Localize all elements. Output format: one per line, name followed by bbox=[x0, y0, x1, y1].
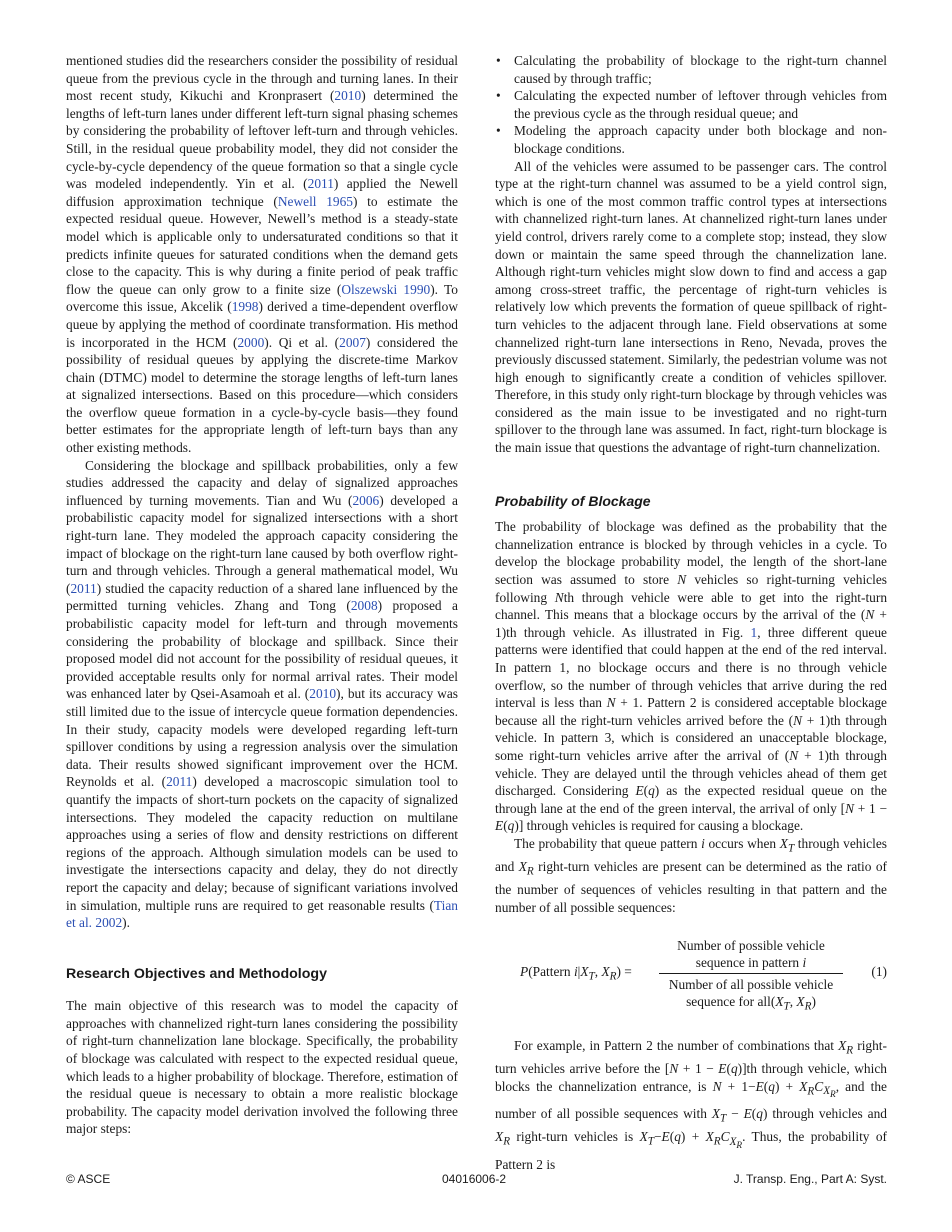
paragraph-assumptions: All of the vehicles were assumed to be passenger cars. The control type at the right-turn channel was assumed to be a yield control sign, which is one of the most common traffic control types at intersections with channelized right-turn lanes. At channelized right-turn lanes under yield control, drivers rarely come to a complete stop; instead, they slow down or maintain the same speed through the channelization lane. Although right-turn vehicles might slow down to find and access a gap among cross-street traffic, the percentage of right-turn vehicles is relatively low which prevents the formation of queue spillback of right-turn vehicles to the adjacent through lane. Field observations at some channelized right-turn lane intersections in Reno, Nevada, proves the previously discussed statement. Similarly, the pedestrian volume was not high enough to significantly create a condition of vehicles spillover. Therefore, in this study only right-turn blockage by through vehicles was considered as the main issue to be investigated and no right-turn spillover to the through lane was assumed. In fact, right-turn blockage is the main issue that questions the advantage of right-turn channelization. bbox=[495, 158, 887, 456]
citation-link-tian-2002[interactable]: Tian et al. 2002 bbox=[66, 897, 458, 931]
right-column bbox=[495, 52, 887, 1173]
bullet-item-2: • Calculating the expected number of leftover through vehicles from the previous cycle as the through residual queue; and bbox=[496, 88, 887, 121]
paragraph-blockage-definition: The probability of blockage was defined as the probability that the channelization entrance is blocked by through vehicles in a cycle. To develop the blockage probability model, the length of the short-lane section was assumed to store N vehicles so right-turning vehicles following Nth through vehicle were able to get into the right-turn channel. This means that a blockage occurs by the arrival of the (N + 1)th through vehicle. As illustrated in Fig. 1, three different queue patterns were identified that could happen at the end of the red interval. In pattern 1, no blockage occurs and there is no through vehicle overflow, so the number of through vehicles that arrive during the red interval is less than N + 1. Pattern 2 is considered acceptable blockage because all the right-turn vehicles arrived before the (N + 1)th through vehicle. In pattern 3, which is considered an unacceptable blockage, some right-turn vehicles arrive after the arrival of (N + 1)th through vehicle. They are delayed until the through vehicles ahead of them get discharged. Considering E(q) as the expected residual queue on the through lane at the end of the green interval, the arrival of only [N + 1 − E(q)] through vehicles is required for causing a blockage. bbox=[495, 519, 888, 834]
fraction-denominator-line1: Number of all possible vehicle bbox=[668, 976, 834, 992]
citation-link-yin-2011[interactable]: 2011 bbox=[307, 176, 334, 192]
citation-link-tian-wu-2006[interactable]: 2006 bbox=[352, 492, 380, 508]
bullet-item-1: • Calculating the probability of blockage to the right-turn channel caused by through traffic; bbox=[496, 53, 887, 86]
section-heading-objectives: Research Objectives and Methodology bbox=[66, 965, 327, 982]
citation-link-qi-2007[interactable]: 2007 bbox=[339, 334, 366, 350]
citation-link-newell-1965[interactable]: Newell 1965 bbox=[277, 193, 354, 209]
footer-copyright: © ASCE bbox=[66, 1172, 111, 1186]
paragraph-pattern-probability: The probability that queue pattern i occurs when $X_T$ through vehicles and $X_R$ right-turn vehicles are present can be determined as the ratio of the number of sequences of vehicles resulting in that pattern and the number of all possible sequences: bbox=[495, 835, 887, 916]
paragraph-literature-2: Considering the blockage and spillback probabilities, only a few studies addressed the capacity and delay of signalized approaches influenced by turning movements. Tian and Wu (2006) developed a probabilistic capacity model for signalized intersections with a short right-turn lane. They modeled the approach capacity considering the impact of blockage on the right-turn lane caused by both overflow right-turn and through vehicles. Through a general mathematical model, Wu (2011) studied the capacity reduction of a shared lane influenced by the permitted turning vehicles. Zhang and Tong (2008) proposed a probabilistic capacity model for left-turn and through movements considering the probability of blockage and spillback. Since their proposed model did not account for the possibility of residual queues, it provided acceptable results only for normal arrival rates. Their model was enhanced later by Qsei-Asamoah et al. (2010), but its accuracy was still limited due to the issue of intercycle queue formation dependencies. In their study, capacity models were developed regarding left-turn spillover conditions by using a regression analysis over the simulation data. Their results showed significant improvement over the HCM. Reynolds et al. (2011) developed a macroscopic simulation tool to quantify the impacts of short-turn pockets on the capacity of signalized intersections. They modeled the capacity reduction on multilane approaches using a series of flow and density restrictions on different regions of the approach. Although simulation models can be used to investigate the intersections capacity and delay, they do not directly report the capacity and delay; because of significant variations involved in simulation, multiple runs are required to get reasonable results (Tian et al. 2002). bbox=[66, 457, 459, 931]
bullet-icon: • bbox=[496, 53, 501, 68]
footer-journal-name: J. Transp. Eng., Part A: Syst. bbox=[733, 1172, 887, 1186]
bullet-icon: • bbox=[496, 123, 501, 139]
fraction-denominator-line2: sequence for $all(X_T$, $X_R$) bbox=[686, 994, 816, 1014]
equation-fraction bbox=[659, 937, 843, 1017]
paragraph-objectives: The main objective of this research was to model the capacity of approaches with channelized right-turn lanes considering the possibility of right-turn channelization lane blockage. Specifically, the probability of blockage was calculated with respect to the expected residual queue, which leads to a higher probability of blockage. Therefore, estimation of the residual queue is necessary to obtain a more realistic blockage probability. The capacity model derivation involved the following three major steps: bbox=[66, 998, 458, 1137]
fraction-numerator-line1: Number of possible vehicle bbox=[677, 937, 825, 953]
steps-bullet-list bbox=[495, 52, 887, 158]
figure-link-1[interactable]: 1 bbox=[750, 624, 758, 640]
equation-number: (1) bbox=[871, 963, 887, 979]
paragraph-literature-1: mentioned studies did the researchers consider the possibility of residual queue from the previous cycle in the through and turning lanes. In their most recent study, Kikuchi and Kronprasert (2010) determined the lengths of left-turn lanes under different left-turn signal phasing schemes by considering the probability of leftover left-turn and through vehicles. Still, in the residual queue probability model, they did not consider the cycle-by-cycle dependency of the queue formation so that a single cycle was modeled independently. Yin et al. (2011) applied the Newell diffusion approximation technique (Newell 1965) to estimate the expected residual queue. However, Newell’s method is a steady-state model which is applicable only to undersaturated conditions so that it predicts infinite queues for saturated conditions when the demand gets close to the capacity. This is why during a finite period of peak traffic flow the queue can only grow to a finite size (Olszewski 1990). To overcome this issue, Akcelik (1998) derived a time-dependent overflow queue by applying the method of coordinate transformation. His method is incorporated in the HCM (2000). Qi et al. (2007) considered the possibility of residual queues by applying the discrete-time Markov chain (DTMC) model to determine the storage lengths of left-turn lanes at signalized intersections. Based on this procedure—which considers the overflow queue formation in a cycle-by-cycle basis—they found better estimates for the appropriate length of left-turn bays than any other existing methods. bbox=[66, 53, 459, 456]
citation-link-wu-2011[interactable]: 2011 bbox=[70, 580, 97, 596]
fraction-numerator-line2: sequence in pattern i bbox=[695, 955, 807, 971]
citation-link-olszewski-1990[interactable]: Olszewski 1990 bbox=[341, 281, 431, 297]
fraction-bar bbox=[659, 973, 843, 974]
citation-link-qsei-asamoah-2010[interactable]: 2010 bbox=[309, 686, 337, 702]
footer-page-number: 04016006-2 bbox=[442, 1172, 507, 1186]
left-column bbox=[66, 52, 458, 1138]
citation-link-kikuchi-2010[interactable]: 2010 bbox=[334, 88, 362, 104]
citation-link-zhang-tong-2008[interactable]: 2008 bbox=[350, 598, 378, 614]
bullet-icon: • bbox=[496, 88, 501, 104]
equation-1 bbox=[495, 937, 887, 1014]
paragraph-pattern-2-example: For example, in Pattern 2 the number of combinations that $X_R$ right-turn vehicles arrive before the [N + 1 − E(q)]th through vehicle, which blocks the channelization entrance, is $N + 1-E(q) + X_RC_{X_R}$, and the number of all possible sequences with $X_T - E(q)$ through vehicles and $X_R$ right-turn vehicles is $X_T-E(q) + X_RC_{X_R}$. Thus, the probability of Pattern 2 is bbox=[495, 1037, 887, 1172]
bullet-item-3: • Modeling the approach capacity under both blockage and non-blockage conditions. bbox=[496, 123, 887, 156]
citation-link-reynolds-2011[interactable]: 2011 bbox=[166, 774, 193, 790]
citation-link-hcm-2000[interactable]: 2000 bbox=[237, 334, 265, 350]
section-heading-probability-of-blockage: Probability of Blockage bbox=[495, 492, 651, 509]
equation-lhs: P(Pattern $i|X_T$, $X_R$) = bbox=[520, 963, 632, 983]
citation-link-akcelik-1998[interactable]: 1998 bbox=[231, 299, 259, 315]
